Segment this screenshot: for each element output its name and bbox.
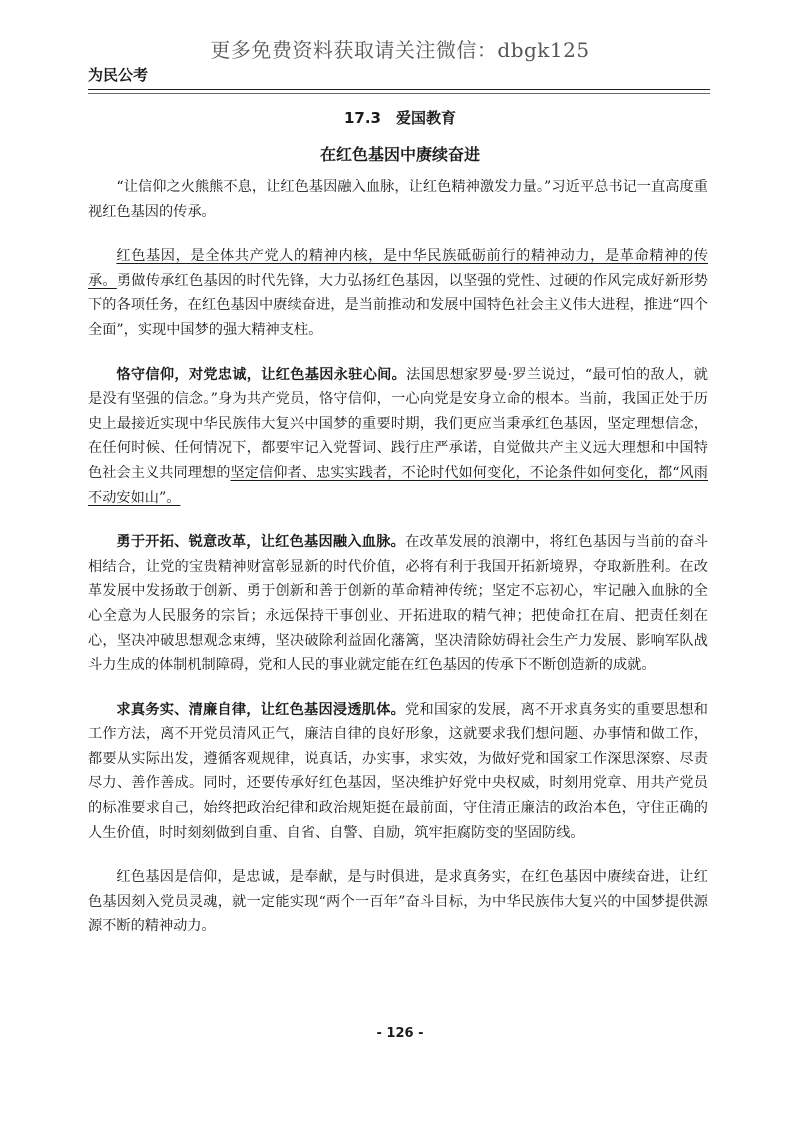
paragraph-lead: 恪守信仰，对党忠诚，让红色基因永驻心间。 xyxy=(116,366,407,383)
underlined-text: 坚定信仰者、忠实实践者，不论时代如何变化，不论条件如何变化，都“风雨不动安如山”。 xyxy=(88,464,708,506)
paragraph-4: 勇于开拓、锐意改革，让红色基因融入血脉。在改革发展的浪潮中，将红色基因与当前的奋斗相结合，让党的宝贵精神财富彰显新的时代价值，必将有利于我国开拓新境界，夺取新胜利。在改革发展中发扬敢于创新、勇于创新和善于创新的革命精神传统；坚定不忘初心，牢记融入血脉的全心全意为人民服务的宗旨；永远保持干事创业、开拓进取的精气神；把使命扛在肩、把责任刻在心，坚决冲破思想观念束缚，坚决破除利益固化藩篱，坚决清除妨碍社会生产力发展、影响军队战斗力生成的体制机制障碍，党和人民的事业就定能在红色基因的传承下不断创造新的成就。 xyxy=(88,534,708,674)
paragraph-3: 恪守信仰，对党忠诚，让红色基因永驻心间。法国思想家罗曼·罗兰说过，“最可怕的敌人，就是没有坚强的信念。”身为共产党员，恪守信仰，一心向党是安身立命的根本。当前，我国正处于历史上最接近实现中华民族伟大复兴中国梦的重要时期，我们更应当秉承红色基因，坚定理想信念，在任何时候、任何情况下，都要牢记入党誓词、践行庄严承诺，自觉做共产主义远大理想和中国特色社会主义共同理想的坚定信仰者、忠实实践者，不论时代如何变化，不论条件如何变化，都“风雨不动安如山”。 xyxy=(88,366,708,506)
paragraph-2: 红色基因，是全体共产党人的精神内核，是中华民族砥砺前行的精神动力，是革命精神的传承。勇做传承红色基因的时代先锋，大力弘扬红色基因，以坚强的党性、过硬的作风完成好新形势下的各项任务，在红色基因中赓续奋进，是当前推动和发展中国特色社会主义伟大进程，推进“四个全面”，实现中国梦的强大精神支柱。 xyxy=(88,248,708,338)
article-body xyxy=(88,175,708,959)
paragraph-6: 红色基因是信仰，是忠诚，是奉献，是与时俱进，是求真务实，在红色基因中赓续奋进，让红色基因刻入党员灵魂，就一定能实现“两个一百年”奋斗目标，为中华民族伟大复兴的中国梦提供源源不断的精神动力。 xyxy=(88,869,708,935)
article-title: 在红色基因中赓续奋进 xyxy=(319,145,480,164)
header-rule-thin xyxy=(88,93,710,94)
paragraph-lead: 求真务实、清廉自律，让红色基因浸透肌体。 xyxy=(116,701,406,718)
header-rule xyxy=(88,89,710,90)
paragraph-5: 求真务实、清廉自律，让红色基因浸透肌体。党和国家的发展，离不开求真务实的重要思想和工作方法，离不开党员清风正气，廉洁自律的良好形象，这就要求我们想问题、办事情和做工作，都要从实际出发，遵循客观规律，说真话，办实事，求实效，为做好党和国家工作深思深察、尽责尽力、善作善成。同时，还要传承好红色基因，坚决维护好党中央权威，时刻用党章、用共产党员的标准要求自己，始终把政治纪律和政治规矩挺在最前面，守住清正廉洁的政治本色，守住正确的人生价值，时时刻刻做到自重、自省、自警、自励，筑牢拒腐防变的坚固防线。 xyxy=(88,701,708,841)
paragraph-lead: 勇于开拓、锐意改革，让红色基因融入血脉。 xyxy=(116,534,406,551)
watermark-text: 更多免费资料获取请关注微信：dbgk125 xyxy=(210,38,590,62)
header-title: 为民公考 xyxy=(88,66,149,84)
paragraph-1: “让信仰之火熊熊不息，让红色基因融入血脉，让红色精神激发力量。”习近平总书记一直高度重视红色基因的传承。 xyxy=(88,179,708,220)
underlined-text: 红色基因，是全体共产党人的精神内核，是中华民族砥砺前行的精神动力，是革命精神的传承。 xyxy=(88,248,708,289)
section-title: 17.3 爱国教育 xyxy=(343,109,456,127)
page-number: - 126 - xyxy=(376,1026,424,1041)
